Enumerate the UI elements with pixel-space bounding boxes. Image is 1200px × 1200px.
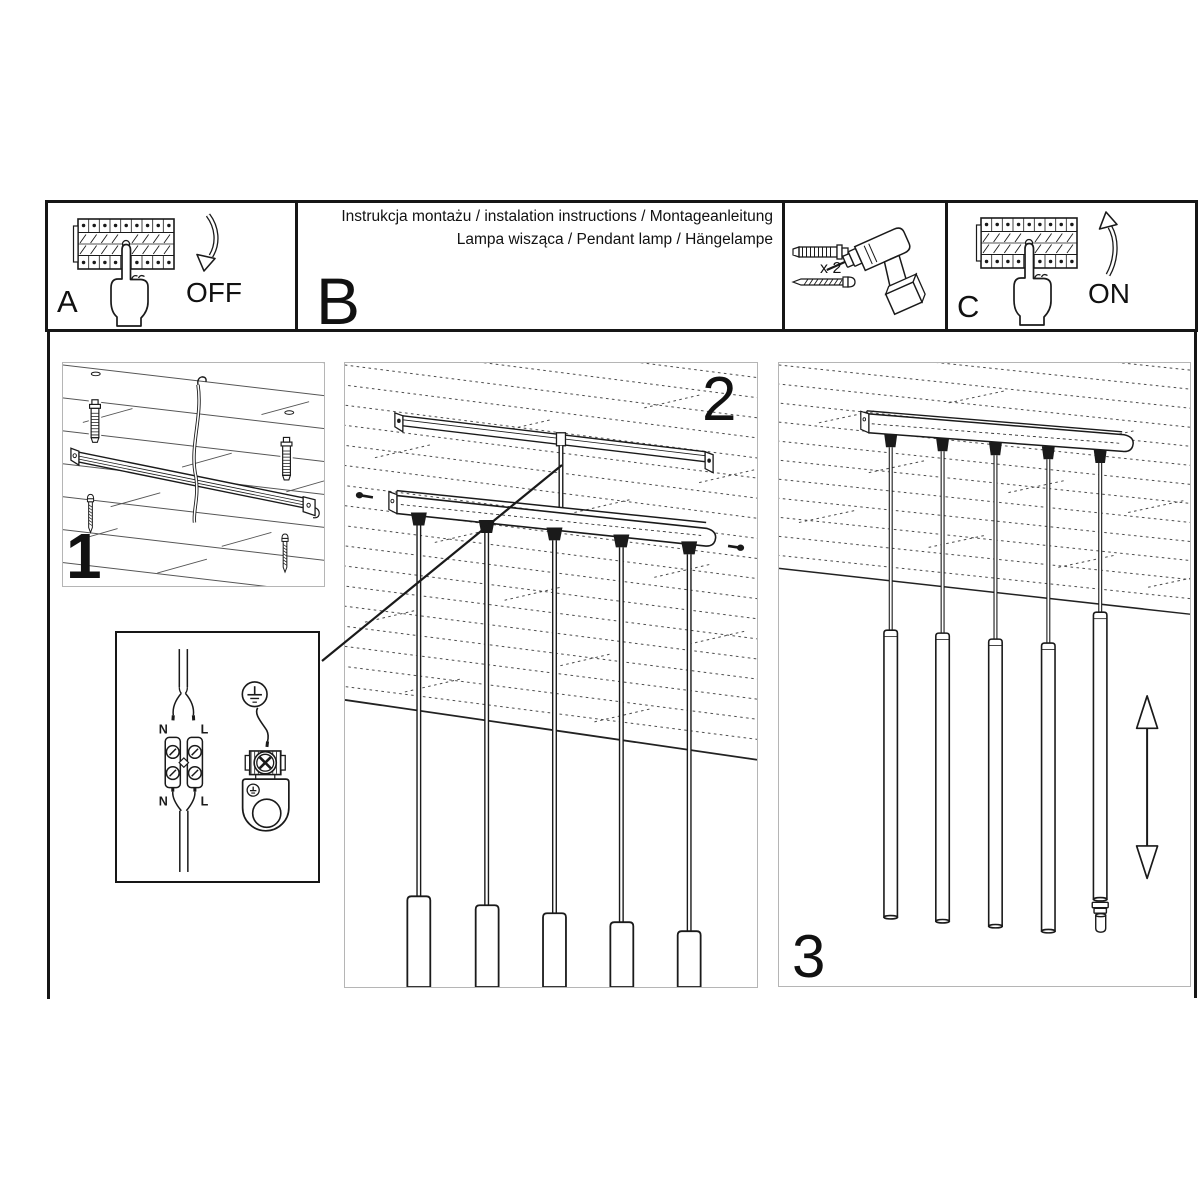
live-label-bottom: L [200,794,209,809]
step-3-number: 3 [792,923,826,990]
step-1-illustration [63,363,324,592]
off-label: OFF [186,277,242,308]
arrow-down-icon [197,215,216,271]
on-label: ON [1088,278,1130,309]
step-2-panel [344,362,758,988]
ceiling-planks-dotted [779,363,1190,614]
tools-kit-box [782,200,948,332]
title-line-2: Lampa wisząca / Pendant lamp / Hängelampe [456,230,773,248]
power-off-box [45,200,298,332]
ceiling-hole [91,372,100,376]
screw-icon [793,277,855,287]
neutral-label-top: N [158,722,168,737]
power-on-illustration [948,203,1195,329]
drill-icon [823,226,933,329]
box-c-label: C [957,289,980,324]
step-3-panel [778,362,1191,990]
wall-anchor-icon [793,245,848,259]
box-a-label: A [57,284,78,319]
ceiling-hole [285,411,294,415]
arrow-up-icon [1100,212,1118,275]
step-2-number: 2 [702,365,737,434]
mounting-screw [282,534,288,572]
pendant-tubes [884,612,1107,933]
ground-symbol-icon [242,682,267,707]
live-label-top: L [200,722,209,737]
power-off-illustration [48,203,295,329]
quantity-label: x 2 [820,260,842,277]
left-frame-rule [47,331,50,999]
ground-connector-assembly [243,708,289,831]
step-1-number: 1 [66,520,102,592]
wiring-detail-illustration [117,633,318,881]
neutral-label-bottom: N [158,794,168,809]
title-line-1: Instrukcja montażu / instalation instructions / Montageanleitung [341,208,773,225]
terminal-block-assembly [159,649,209,872]
power-on-box [945,200,1198,332]
wall-anchor-vertical [280,437,292,480]
box-b-label: B [316,264,361,338]
step-3-illustration [779,363,1190,990]
sheet-title [295,206,773,251]
wall-anchor-vertical [89,399,101,442]
tools-kit-illustration [785,203,945,329]
wiring-detail-box [115,631,320,883]
height-adjust-arrow-icon [1137,696,1158,878]
step-2-illustration [345,363,757,987]
detached-end-cap [1092,902,1108,932]
right-frame-rule [1194,331,1197,998]
